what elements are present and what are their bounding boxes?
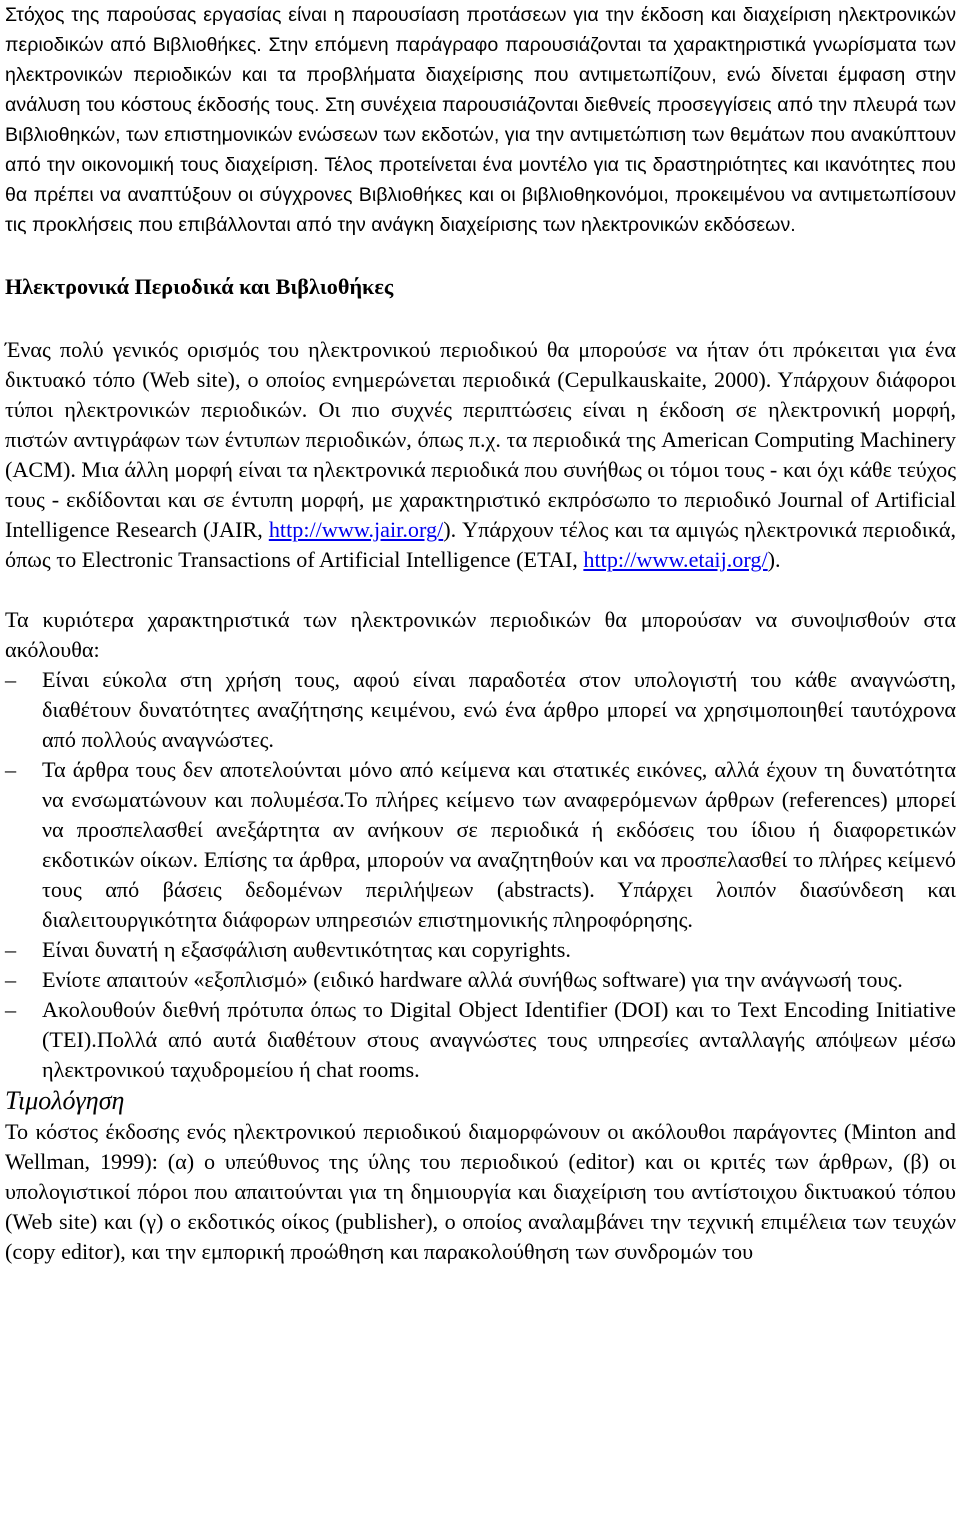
features-list	[5, 665, 956, 1085]
bullet-dash: –	[5, 967, 17, 992]
summary-intro-paragraph: Τα κυριότερα χαρακτηριστικά των ηλεκτρονικών περιοδικών θα μπορούσαν να συνοψισθούν στα ακόλουθα:	[5, 607, 956, 662]
feature-text: Ακολουθούν διεθνή πρότυπα όπως το Digital Object Identifier (DOI) και το Text Encoding Initiative (TEI).Πολλά από αυτά διαθέτουν στους αναγνώστες τους υπηρεσίες ανταλλαγής απόψεων μέσω ηλεκτρονικού ταχυδρομείου ή chat rooms.	[42, 997, 956, 1082]
definition-text-part2: ). Υπάρχουν τέλος και τα αμιγώς ηλεκτρονικά περιοδικά, όπως το Electronic Transactions of Artificial Intelligence (ETAI,	[5, 517, 957, 572]
definition-paragraph	[5, 335, 956, 575]
definition-text-part3: ).	[767, 547, 781, 572]
bullet-dash: –	[5, 937, 17, 962]
feature-text: Είναι εύκολα στη χρήση τους, αφού είναι παραδοτέα στον υπολογιστή του κάθε αναγνώστη, διαθέτουν δυνατότητες αναζήτησης κειμένου, ενώ ένα άρθρο μπορεί να χρησιμοποιηθεί ταυτόχρονα από πολλούς αναγνώστες.	[42, 667, 956, 752]
feature-item	[5, 965, 956, 995]
bullet-dash: –	[5, 997, 17, 1022]
definition-text-part1: Ένας πολύ γενικός ορισμός του ηλεκτρονικού περιοδικού θα μπορούσε να ήταν ότι πρόκειται για ένα δικτυακό τόπο (Web site), ο οποίος ενημερώνεται περιοδικά (Cepulkauskaite, 2000). Υπάρχουν διάφοροι τύποι ηλεκτρονικών περιοδικών. Οι πιο συχνές περιπτώσεις είναι η έκδοση σε ηλεκτρονική μορφή, πιστών αντιγράφων των έντυπων περιοδικών, όπως π.χ. τα περιοδικά της American Computing Machinery (ACM). Μια άλλη μορφή είναι τα ηλεκτρονικά περιοδικά που συνήθως οι τόμοι τους - και όχι κάθε τεύχος τους - εκδίδονται και σε έντυπη μορφή, με χαρακτηριστικό εκπρόσωπο το περιοδικό Journal of Artificial Intelligence Research (JAIR,	[5, 337, 956, 542]
bullet-dash: –	[5, 667, 17, 692]
document-page	[5, 0, 956, 1267]
bullet-dash: –	[5, 757, 17, 782]
feature-item	[5, 755, 956, 935]
feature-text: Είναι δυνατή η εξασφάλιση αυθεντικότητας και copyrights.	[42, 937, 571, 962]
feature-item	[5, 935, 956, 965]
section-heading: Ηλεκτρονικά Περιοδικά και Βιβλιοθήκες	[5, 274, 394, 299]
pricing-heading: Τιμολόγηση	[5, 1086, 125, 1115]
feature-text: Ενίοτε απαιτούν «εξοπλισμό» (ειδικό hardware αλλά συνήθως software) για την ανάγνωσή τους.	[42, 967, 903, 992]
jair-link[interactable]: http://www.jair.org/	[268, 517, 444, 542]
feature-text: Τα άρθρα τους δεν αποτελούνται μόνο από κείμενα και στατικές εικόνες, αλλά έχουν τη δυνατότητα να ενσωματώνουν και πολυμέσα.Το πλήρες κείμενο των αναφερόμενων άρθρων (references) μπορεί να προσπελασθεί ανεξάρτητα αν ανήκουν σε περιοδικά ή εκδόσεις του ίδιου ή διαφορετικών εκδοτικών οίκων. Επίσης τα άρθρα, μπορούν να αναζητηθούν και να προσπελασθεί το πλήρες κείμενό τους από βάσεις δεδομένων περιλήψεων (abstracts). Υπάρχει λοιπόν διασύνδεση και διαλειτουργικότητα διάφορων υπηρεσιών επιστημονικής πληροφόρησης.	[42, 757, 956, 932]
feature-item	[5, 995, 956, 1085]
etai-link[interactable]: http://www.etaij.org/	[583, 547, 768, 572]
intro-paragraph: Στόχος της παρούσας εργασίας είναι η παρουσίαση προτάσεων για την έκδοση και διαχείριση ηλεκτρονικών περιοδικών από Βιβλιοθήκες. Στην επόμενη παράγραφο παρουσιάζονται τα χαρακτηριστικά γνωρίσματα των ηλεκτρονικών περιοδικών και τα προβλήματα διαχείρισης που αντιμετωπίζουν, ενώ δίνεται έμφαση στην ανάλυση του κόστους έκδοσής τους. Στη συνέχεια παρουσιάζονται διεθνείς προσεγγίσεις από την πλευρά των Βιβλιοθηκών, των επιστημονικών ενώσεων των εκδοτών, για την αντιμετώπιση των θεμάτων που ανακύπτουν από την οικονομική τους διαχείριση. Τέλος προτείνεται ένα μοντέλο για τις δραστηριότητες και ικανότητες που θα πρέπει να αναπτύξουν οι σύγχρονες Βιβλιοθήκες και οι βιβλιοθηκονόμοι, προκειμένου να αντιμετωπίσουν τις προκλήσεις που επιβάλλονται από την ανάγκη διαχείρισης των ηλεκτρονικών εκδόσεων.	[5, 4, 956, 236]
pricing-paragraph: Το κόστος έκδοσης ενός ηλεκτρονικού περιοδικού διαμορφώνουν οι ακόλουθοι παράγοντες (Minton and Wellman, 1999): (α) ο υπεύθυνος της ύλης του περιοδικού (editor) και οι κριτές των άρθρων, (β) οι υπολογιστικοί πόροι που απαιτούνται για τη δημιουργία και διαχείριση του αντίστοιχου δικτυακού τόπου (Web site) και (γ) ο εκδοτικός οίκος (publisher), ο οποίος αναλαμβάνει την τεχνική επιμέλεια των τευχών (copy editor), και την εμπορική προώθηση και παρακολούθηση των συνδρομών του	[5, 1119, 956, 1264]
feature-item	[5, 665, 956, 755]
